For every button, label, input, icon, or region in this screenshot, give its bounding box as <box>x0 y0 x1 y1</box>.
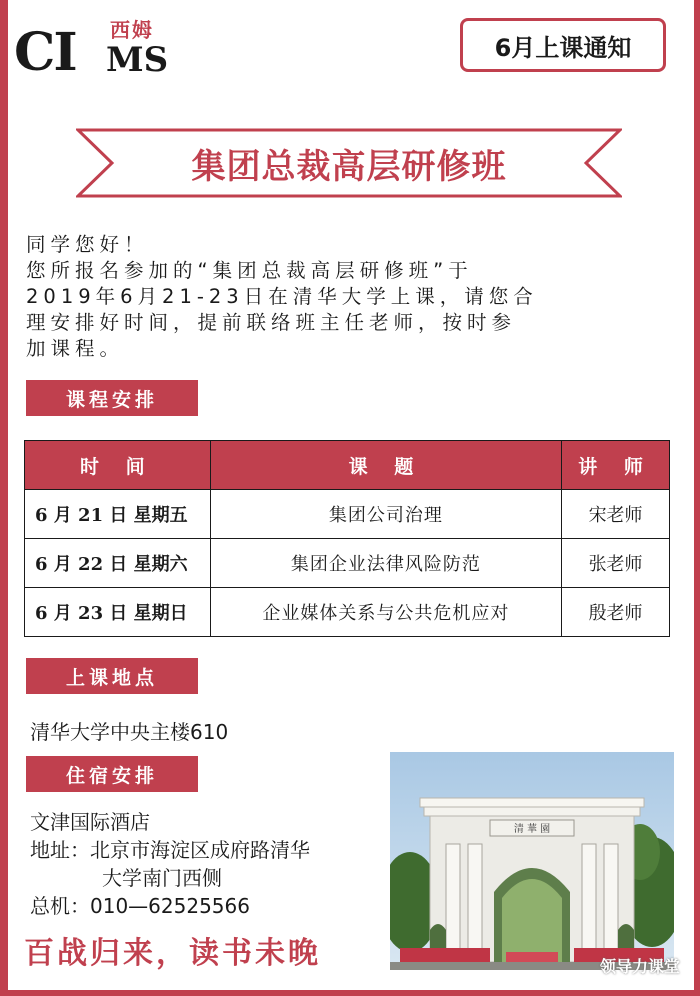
gate-illustration <box>390 752 674 970</box>
greeting-line: 理安排好时间，提前联络班主任老师，按时参 <box>26 311 517 334</box>
greeting-line: 您所报名参加的“集团总裁高层研修班”于 <box>26 259 473 282</box>
schedule-table <box>24 440 670 637</box>
tsinghua-gate-photo <box>390 752 674 970</box>
row-topic: 集团公司治理 <box>210 490 561 539</box>
header-topic: 课 题 <box>210 441 561 490</box>
row-teacher: 宋老师 <box>562 490 670 539</box>
row-date: 6 月 22 日 星期六 <box>25 539 211 588</box>
gate-inscription: 清 華 園 <box>513 824 551 835</box>
phone-number: 010—62525566 <box>90 894 250 918</box>
cims-logo <box>14 12 174 82</box>
greeting-line: 加课程。 <box>26 337 125 360</box>
greeting-line: 同学您好！ <box>26 233 149 256</box>
address-label: 地址： <box>30 838 90 862</box>
header-teacher: 讲 师 <box>562 441 670 490</box>
lodging-section-label: 住宿安排 <box>26 756 198 792</box>
logo-latin-ms: MS <box>106 40 169 80</box>
row-topic: 企业媒体关系与公共危机应对 <box>210 588 561 637</box>
watermark-text: 领导力课堂 <box>600 957 681 976</box>
venue-section-label: 上课地点 <box>26 658 198 694</box>
notice-tab: 6月上课通知 <box>460 18 666 72</box>
phone-label: 总机： <box>30 894 90 918</box>
row-teacher: 殷老师 <box>562 588 670 637</box>
table-row <box>25 490 670 539</box>
lodging-details <box>30 808 310 920</box>
address-line1: 北京市海淀区成府路清华 <box>90 838 310 862</box>
table-row <box>25 539 670 588</box>
greeting-line: 2019年6月21-23日在清华大学上课，请您合 <box>26 285 538 308</box>
logo-chinese: 西姆 <box>110 18 154 42</box>
table-row <box>25 588 670 637</box>
address-row <box>30 836 310 864</box>
address-line2: 大学南门西侧 <box>102 866 222 890</box>
left-frame-bar <box>0 0 8 996</box>
schedule-section-label: 课程安排 <box>26 380 198 416</box>
table-header-row <box>25 441 670 490</box>
phone-row <box>30 892 310 920</box>
slogan: 百战归来，读书未晚 <box>24 936 321 971</box>
row-date: 6 月 23 日 星期日 <box>25 588 211 637</box>
logo-latin-c: CI <box>14 22 76 83</box>
row-teacher: 张老师 <box>562 539 670 588</box>
header-time: 时 间 <box>25 441 211 490</box>
title-ribbon <box>76 128 622 198</box>
row-date: 6 月 21 日 星期五 <box>25 490 211 539</box>
hotel-name: 文津国际酒店 <box>30 810 150 834</box>
row-topic: 集团企业法律风险防范 <box>210 539 561 588</box>
bottom-frame-bar <box>0 990 700 996</box>
page-title: 集团总裁高层研修班 <box>191 146 507 187</box>
venue-text: 清华大学中央主楼610 <box>30 720 229 744</box>
right-frame-bar <box>694 0 700 996</box>
greeting-paragraph <box>26 232 606 362</box>
